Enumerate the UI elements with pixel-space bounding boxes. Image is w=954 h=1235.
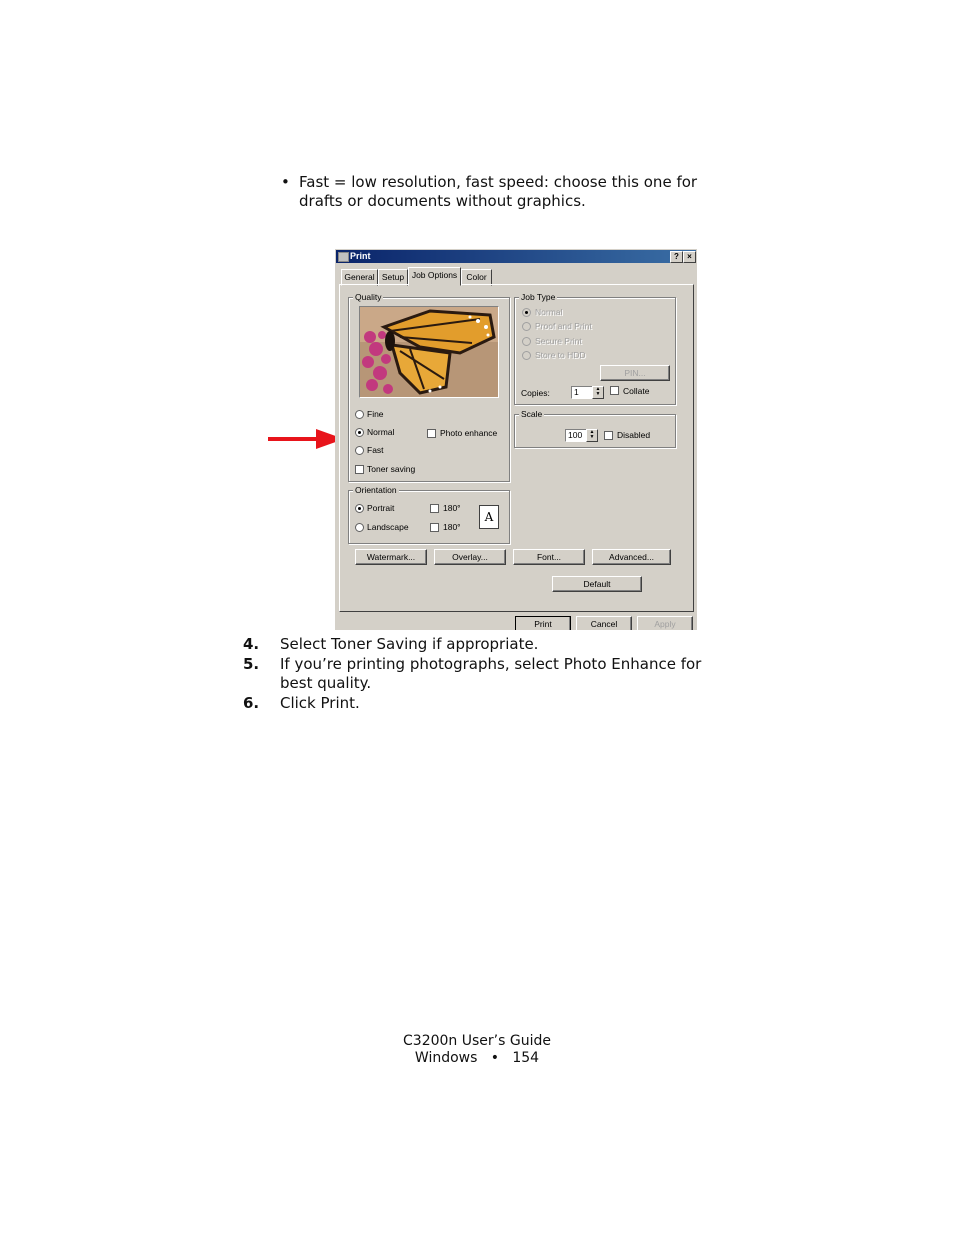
- tab-color[interactable]: Color: [461, 269, 492, 286]
- advanced-button[interactable]: Advanced...: [592, 549, 671, 565]
- bullet-text: Fast = low resolution, fast speed: choose this one for drafts or documents without graphics.: [299, 173, 698, 210]
- copies-input[interactable]: 1: [571, 386, 594, 399]
- help-button[interactable]: ?: [670, 251, 683, 263]
- job-store-hdd-radio[interactable]: [522, 351, 531, 360]
- quality-fine-radio[interactable]: [355, 410, 364, 419]
- dialog-title: Print: [350, 251, 371, 261]
- job-type-group-label: Job Type: [521, 292, 556, 302]
- portrait-rotate-label: 180°: [443, 503, 461, 513]
- pin-button[interactable]: PIN...: [600, 365, 670, 381]
- quality-normal-radio[interactable]: [355, 428, 364, 437]
- font-button[interactable]: Font...: [513, 549, 585, 565]
- scale-spinner[interactable]: ▲ ▼: [586, 429, 598, 442]
- collate-checkbox[interactable]: [610, 386, 619, 395]
- quality-fine-label: Fine: [367, 409, 384, 419]
- job-normal-radio[interactable]: [522, 308, 531, 317]
- toner-saving-label: Toner saving: [367, 464, 416, 474]
- landscape-rotate-label: 180°: [443, 522, 461, 532]
- scale-disabled-checkbox[interactable]: [604, 431, 613, 440]
- tab-setup[interactable]: Setup: [378, 269, 408, 286]
- toner-saving-checkbox[interactable]: [355, 465, 364, 474]
- tab-general[interactable]: General: [341, 269, 378, 286]
- scale-group-label: Scale: [521, 409, 543, 419]
- landscape-label: Landscape: [367, 522, 409, 532]
- photo-enhance-label: Photo enhance: [440, 428, 498, 438]
- page-orientation-icon: A: [479, 505, 499, 529]
- quality-fast-radio[interactable]: [355, 446, 364, 455]
- copies-label: Copies:: [521, 388, 550, 398]
- footer-page-info: Windows • 154: [414, 1050, 540, 1066]
- footer-guide-title: C3200n User’s Guide: [403, 1033, 551, 1049]
- quality-fast-label: Fast: [367, 445, 384, 455]
- scale-disabled-label: Disabled: [617, 430, 651, 440]
- apply-button[interactable]: Apply: [637, 616, 693, 630]
- copies-spinner[interactable]: ▲ ▼: [592, 386, 604, 399]
- tab-job-options[interactable]: Job Options: [408, 267, 461, 286]
- quality-normal-label: Normal: [367, 427, 395, 437]
- bullet-symbol: •: [281, 173, 290, 191]
- landscape-rotate-checkbox[interactable]: [430, 523, 439, 532]
- portrait-label: Portrait: [367, 503, 395, 513]
- watermark-button[interactable]: Watermark...: [355, 549, 427, 565]
- step-text: Select Toner Saving if appropriate.: [280, 635, 539, 653]
- step-text: Click Print.: [280, 694, 360, 712]
- print-button[interactable]: Print: [515, 616, 571, 630]
- job-proof-print-label: Proof and Print: [535, 321, 592, 331]
- collate-label: Collate: [623, 386, 650, 396]
- job-secure-print-label: Secure Print: [535, 336, 582, 346]
- close-button[interactable]: ×: [683, 251, 696, 263]
- red-arrow-icon: [266, 427, 346, 451]
- job-normal-label: Normal: [535, 307, 563, 317]
- portrait-rotate-checkbox[interactable]: [430, 504, 439, 513]
- printer-icon: [338, 252, 349, 262]
- dialog-titlebar: [336, 250, 696, 263]
- job-secure-print-radio[interactable]: [522, 337, 531, 346]
- quality-group-label: Quality: [355, 292, 382, 302]
- job-proof-print-radio[interactable]: [522, 322, 531, 331]
- landscape-radio[interactable]: [355, 523, 364, 532]
- portrait-radio[interactable]: [355, 504, 364, 513]
- print-dialog: [335, 249, 697, 630]
- step-number: 4.: [243, 635, 260, 653]
- butterfly-preview-image: [359, 306, 499, 398]
- butterfly-icon: [360, 307, 498, 397]
- overlay-button[interactable]: Overlay...: [434, 549, 506, 565]
- default-button[interactable]: Default: [552, 576, 642, 592]
- scale-input[interactable]: 100: [565, 429, 588, 442]
- job-store-hdd-label: Store to HDD: [535, 350, 586, 360]
- orientation-group-label: Orientation: [355, 485, 397, 495]
- step-number: 6.: [243, 694, 260, 712]
- cancel-button[interactable]: Cancel: [576, 616, 632, 630]
- photo-enhance-checkbox[interactable]: [427, 429, 436, 438]
- step-text: If you’re printing photographs, select Photo Enhance for best quality.: [280, 655, 702, 692]
- step-number: 5.: [243, 655, 260, 673]
